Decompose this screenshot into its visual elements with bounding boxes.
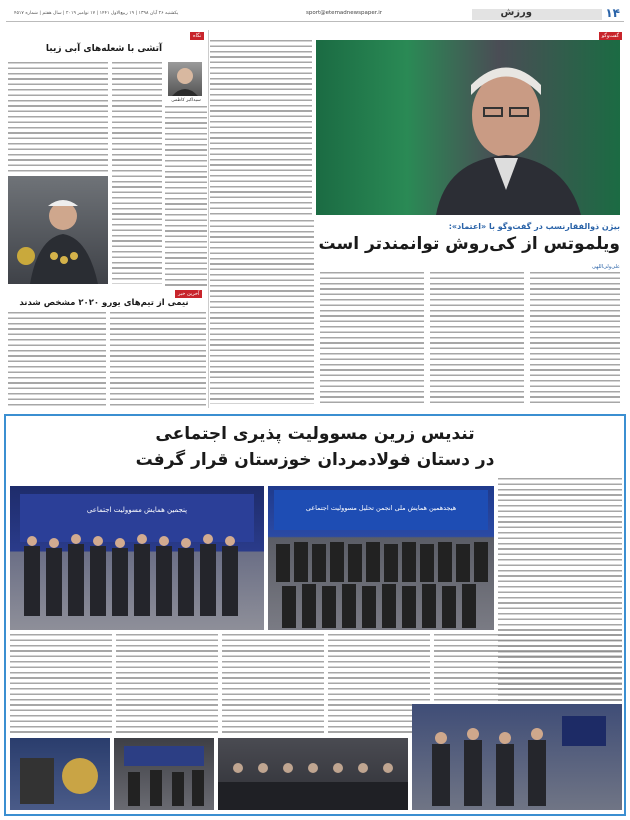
bottom-photo-3 xyxy=(218,738,408,810)
feature-text-col3 xyxy=(222,634,324,734)
feature-headline-2[interactable]: در دستان فولادمردان خوزستان قرار گرفت xyxy=(135,450,495,470)
news-text-a xyxy=(110,312,206,406)
column-divider xyxy=(208,30,209,408)
feature-headline-1[interactable]: تندیس زرین مسوولیت پذیری اجتماعی xyxy=(155,424,475,444)
section-bar xyxy=(472,9,602,20)
ceremony-photo-left xyxy=(10,486,264,630)
interview-tag: گفت‌وگو xyxy=(599,32,622,40)
interview-photo xyxy=(316,40,620,215)
feature-text-col1 xyxy=(434,634,622,704)
column-text-c xyxy=(8,62,108,174)
column-headline[interactable]: آتشی با شعله‌های آبی زیبا xyxy=(45,44,163,54)
email-link[interactable]: sport@etemadnewspaper.ir xyxy=(306,10,383,16)
page-header xyxy=(6,6,624,22)
bottom-photo-1 xyxy=(10,738,110,810)
feature-text-col5 xyxy=(10,634,112,734)
interview-text-col4 xyxy=(210,220,314,404)
feature-text-col4 xyxy=(116,634,218,734)
column-author: سید‌اکبر کاظمی xyxy=(171,98,201,103)
interview-text-upper xyxy=(210,40,312,215)
section-title: ورزش xyxy=(500,7,532,18)
portrait-illustration xyxy=(316,40,620,215)
bottom-photo-2 xyxy=(114,738,214,810)
banner-text-right: هیجدهمین همایش ملی انجمن تحلیل مسوولیت اجتماعی xyxy=(305,504,457,512)
interview-text-col2 xyxy=(430,272,524,404)
author-photo xyxy=(168,62,202,96)
interview-text-col1 xyxy=(530,272,620,404)
column-text-a xyxy=(165,106,207,286)
interview-headline[interactable]: ویلموتس از کی‌روش توانمندتر است xyxy=(318,234,620,254)
column-text-b xyxy=(112,62,162,284)
column-tag: نگاه xyxy=(190,32,204,40)
news-headline[interactable]: نیمی از تیم‌های یورو ۲۰۲۰ مشخص شدند xyxy=(19,298,189,308)
column-photo xyxy=(8,176,108,284)
interview-text-col3 xyxy=(320,272,424,404)
dateline: یکشنبه ۲۶ آبان ۱۳۹۸ | ۱۹ ربیع‌الاول ۱۴۴۱ | ۱۷ نوامبر ۲۰۱۹ | سال هفتم | شماره ۴۵۱۷ xyxy=(14,11,179,16)
news-tag: آخرین خبر xyxy=(175,290,202,298)
news-text-b xyxy=(8,312,106,406)
ceremony-photo-right xyxy=(268,486,494,630)
banner-text-left: پنجمین همایش مسوولیت اجتماعی xyxy=(86,506,188,514)
interview-kicker: بیژن ذوالفقارنسب در گفت‌وگو با «اعتماد»: xyxy=(448,222,620,231)
interview-byline: علی‌ولی‌اللهی xyxy=(592,264,620,270)
bottom-photo-4 xyxy=(412,704,622,810)
page-number: ۱۴ xyxy=(605,6,620,20)
